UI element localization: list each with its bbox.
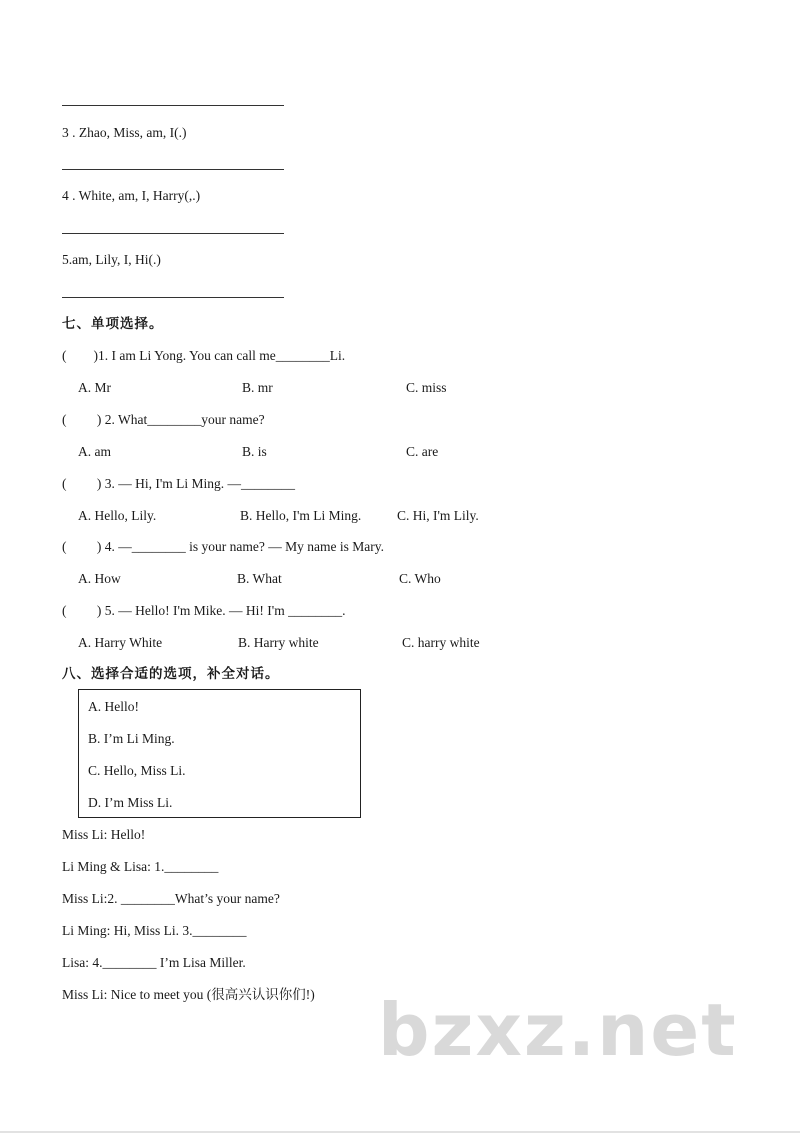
question-1-option-b: B. mr xyxy=(242,380,273,395)
question-3-option-b: B. Hello, I'm Li Ming. xyxy=(240,508,362,523)
question-1-option-c: C. miss xyxy=(406,380,447,395)
reorder-item-5: 5.am, Lily, I, Hi(.) xyxy=(62,252,161,267)
option-c: C. Hello, Miss Li. xyxy=(88,763,186,778)
question-5-option-b: B. Harry white xyxy=(238,635,319,650)
question-4-stem: ( ) 4. —________ is your name? — My name is Mary. xyxy=(62,539,384,554)
option-a: A. Hello! xyxy=(88,699,139,714)
option-d: D. I’m Miss Li. xyxy=(88,795,173,810)
answer-line xyxy=(62,169,284,170)
option-b: B. I’m Li Ming. xyxy=(88,731,175,746)
answer-line xyxy=(62,297,284,298)
question-5-option-c: C. harry white xyxy=(402,635,480,650)
answer-line xyxy=(62,105,284,106)
dialogue-line-4: Li Ming: Hi, Miss Li. 3.________ xyxy=(62,923,247,938)
question-2-option-a: A. am xyxy=(78,444,111,459)
question-1-option-a: A. Mr xyxy=(78,380,111,395)
answer-line xyxy=(62,233,284,234)
dialogue-line-2: Li Ming & Lisa: 1.________ xyxy=(62,859,219,874)
reorder-item-4: 4 . White, am, I, Harry(,.) xyxy=(62,188,201,203)
dialogue-line-3: Miss Li:2. ________What’s your name? xyxy=(62,891,280,906)
question-3-option-a: A. Hello, Lily. xyxy=(78,508,157,523)
question-4-option-c: C. Who xyxy=(399,571,441,586)
section-8-heading: 八、选择合适的选项，补全对话。 xyxy=(62,666,280,682)
question-2-stem: ( ) 2. What________your name? xyxy=(62,412,265,427)
dialogue-line-6: Miss Li: Nice to meet you (很高兴认识你们!) xyxy=(62,987,315,1002)
question-3-option-c: C. Hi, I'm Lily. xyxy=(397,508,479,523)
watermark: bzxz.net xyxy=(378,988,738,1072)
question-3-stem: ( ) 3. — Hi, I'm Li Ming. —________ xyxy=(62,476,296,491)
dialogue-line-1: Miss Li: Hello! xyxy=(62,827,146,842)
question-4-option-b: B. What xyxy=(237,571,282,586)
question-5-option-a: A. Harry White xyxy=(78,635,163,650)
question-2-option-b: B. is xyxy=(242,444,267,459)
question-5-stem: ( ) 5. — Hello! I'm Mike. — Hi! I'm ________. xyxy=(62,603,346,618)
question-2-option-c: C. are xyxy=(406,444,439,459)
page-bottom-divider xyxy=(0,1131,800,1133)
question-1-stem: ( )1. I am Li Yong. You can call me________Li. xyxy=(62,348,346,363)
dialogue-line-5: Lisa: 4.________ I’m Lisa Miller. xyxy=(62,955,246,970)
reorder-item-3: 3 . Zhao, Miss, am, I(.) xyxy=(62,125,187,140)
section-7-heading: 七、单项选择。 xyxy=(62,316,164,332)
question-4-option-a: A. How xyxy=(78,571,121,586)
